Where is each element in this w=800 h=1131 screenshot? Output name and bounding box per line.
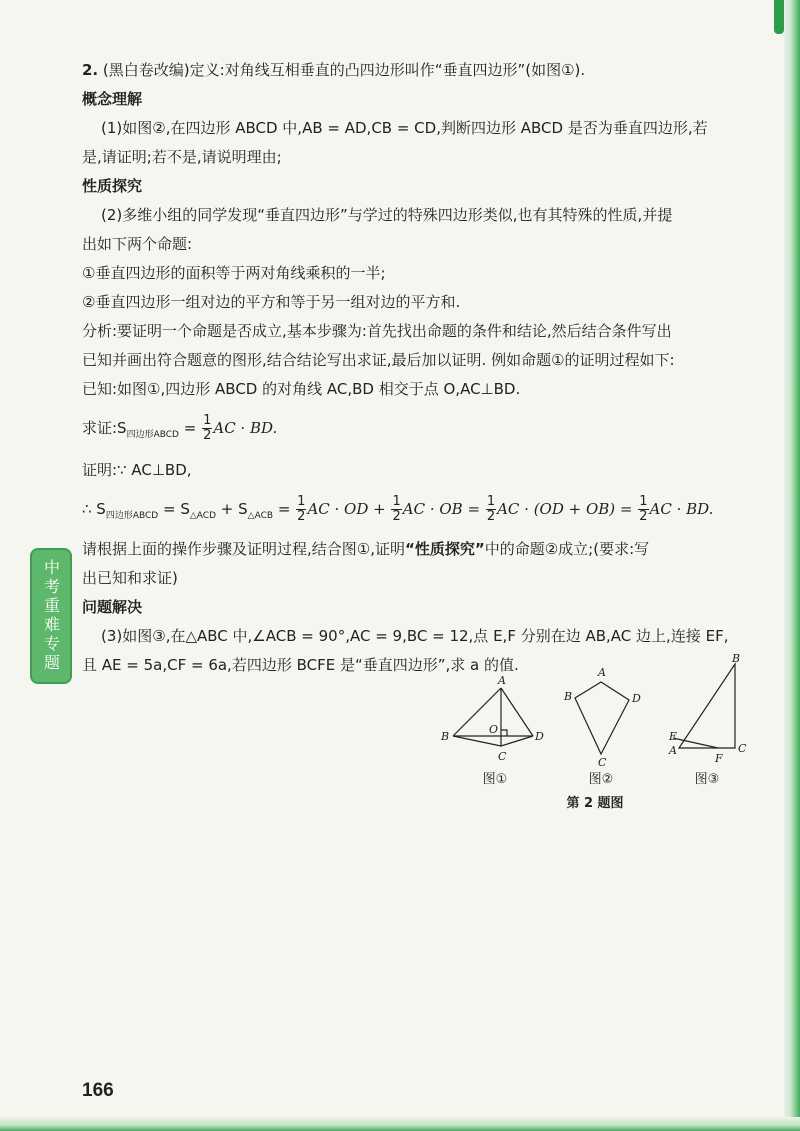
analysis-line1: 分析:要证明一个命题是否成立,基本步骤为:首先找出命题的条件和结论,然后结合条件写出: [82, 322, 672, 340]
question-source: (黑白卷改编): [102, 61, 190, 79]
fraction-denominator: 2: [486, 509, 496, 524]
part3-line2: 且 AE = 5a,CF = 6a,若四边形 BCFE 是“垂直四边形”,求 a 的值.: [82, 656, 519, 674]
half-fraction-2: [391, 495, 401, 524]
task-text-c: 中的命题②成立;(要求:写: [484, 540, 650, 558]
fig2-label-a: A: [598, 666, 606, 679]
proof-plus: + S: [216, 500, 248, 518]
top-bookmark-tab: [774, 0, 784, 34]
figure-labels: [440, 652, 747, 769]
prove-tail: AC · BD.: [213, 419, 278, 437]
fig1-label-a: A: [498, 674, 506, 687]
task-text-a: 请根据上面的操作步骤及证明过程,结合图①,证明: [82, 540, 405, 558]
question-content: [82, 58, 762, 678]
proof-eq2: =: [273, 500, 296, 518]
page-edge-bottom: [0, 1117, 800, 1131]
fig1-label-c: C: [498, 750, 507, 763]
half-fraction-3: [486, 495, 496, 524]
proof-equation: [82, 495, 762, 529]
task-line1: [82, 537, 762, 562]
fig2-label-d: D: [632, 692, 641, 705]
figure-1: [453, 688, 533, 746]
part2-line2: 出如下两个命题:: [82, 235, 193, 253]
analysis-line2: 已知并画出符合题意的图形,结合结论写出求证,最后加以证明. 例如命题①的证明过程如下:: [82, 351, 675, 369]
half-fraction-1: [296, 495, 306, 524]
proof-therefore: ∴ S: [82, 500, 106, 518]
question-number: 2.: [82, 61, 99, 79]
fig3-triangle: [679, 664, 735, 748]
proposition-1: ①垂直四边形的面积等于两对角线乘积的一半;: [82, 264, 386, 282]
fig2-caption: 图②: [588, 772, 614, 787]
fig1-label-b: B: [441, 730, 450, 743]
fig3-label-f: F: [715, 752, 723, 765]
part3-line1: (3)如图③,在△ABC 中,∠ACB = 90°,AC = 9,BC = 12,点 E,F 分别在边 AB,AC 边上,连接 EF,: [101, 627, 729, 645]
proof-term-2: AC · OB =: [402, 500, 485, 518]
fig2-kite: [575, 682, 629, 754]
fig1-edge-dc: [501, 736, 533, 746]
fig1-label-o: O: [489, 723, 499, 736]
half-fraction: [202, 414, 212, 443]
proof-eq1: = S: [158, 500, 190, 518]
prove-subscript: 四边形ABCD: [126, 430, 179, 440]
prove-equals: =: [178, 419, 202, 437]
fraction-numerator: 1: [297, 494, 306, 509]
fraction-denominator: 2: [392, 509, 401, 524]
part1-line1: (1)如图②,在四边形 ABCD 中,AB = AD,CB = CD,判断四边形 ABCD 是否为垂直四边形,若: [101, 119, 708, 137]
fraction-numerator: 1: [486, 494, 496, 509]
fraction-denominator: 2: [203, 428, 212, 443]
part2-line1: (2)多维小组的同学发现“垂直四边形”与学过的特殊四边形类似,也有其特殊的性质,并提: [101, 206, 673, 224]
page-number: 166: [82, 1080, 114, 1101]
fraction-numerator: 1: [639, 494, 648, 509]
fraction-denominator: 2: [297, 509, 306, 524]
proof-sub-quad: 四边形ABCD: [105, 511, 159, 521]
fraction-denominator: 2: [639, 509, 648, 524]
fig3-label-e: E: [669, 730, 678, 743]
page-edge-right: [784, 0, 800, 1131]
question-intro: [82, 58, 762, 83]
proof-label: 证明:∵ AC⊥BD,: [82, 461, 192, 479]
proof-term-3: AC · (OD + OB) =: [497, 500, 638, 518]
proof-term-4: AC · BD.: [649, 500, 714, 518]
section-problem: 问题解决: [82, 598, 143, 616]
fig3-caption: 图③: [694, 772, 720, 787]
fig1-edge-bc: [453, 736, 501, 746]
known-line: 已知:如图①,四边形 ABCD 的对角线 AC,BD 相交于点 O,AC⊥BD.: [82, 380, 521, 398]
fraction-numerator: 1: [392, 494, 401, 509]
fig3-label-a: A: [669, 744, 677, 757]
fig2-label-b: B: [564, 690, 573, 703]
side-tab-label: 中考重难专题: [41, 559, 61, 673]
part1-line2: 是,请证明;若不是,请说明理由;: [82, 148, 282, 166]
prove-label: 求证:S: [82, 419, 127, 437]
task-line2: 出已知和求证): [82, 569, 178, 587]
question-definition: 定义:对角线互相垂直的凸四边形叫作“垂直四边形”(如图①).: [189, 61, 586, 79]
fig1-label-d: D: [535, 730, 544, 743]
fraction-numerator: 1: [203, 413, 212, 428]
fig3-label-b: B: [732, 652, 741, 665]
fig2-label-c: C: [598, 756, 607, 769]
section-concept: 概念理解: [82, 90, 143, 108]
prove-line: [82, 414, 762, 448]
figures-group-caption: 第 2 题图: [566, 796, 624, 811]
figure-2: [575, 682, 629, 754]
fig3-label-c: C: [738, 742, 747, 755]
proposition-2: ②垂直四边形一组对边的平方和等于另一组对边的平方和.: [82, 293, 461, 311]
fig1-right-angle-mark: [501, 730, 507, 736]
half-fraction-4: [638, 495, 648, 524]
proof-sub-acb: △ACB: [247, 511, 274, 521]
figure-3: [673, 664, 735, 748]
proof-term-1: AC · OD +: [307, 500, 391, 518]
side-chapter-tab: [30, 548, 72, 684]
fig1-caption: 图①: [482, 772, 508, 787]
proof-sub-acd: △ACD: [189, 511, 217, 521]
task-text-b: “性质探究”: [405, 540, 485, 558]
section-property: 性质探究: [82, 177, 143, 195]
fig1-edge-ad: [501, 688, 533, 736]
figures-group: [435, 650, 755, 820]
